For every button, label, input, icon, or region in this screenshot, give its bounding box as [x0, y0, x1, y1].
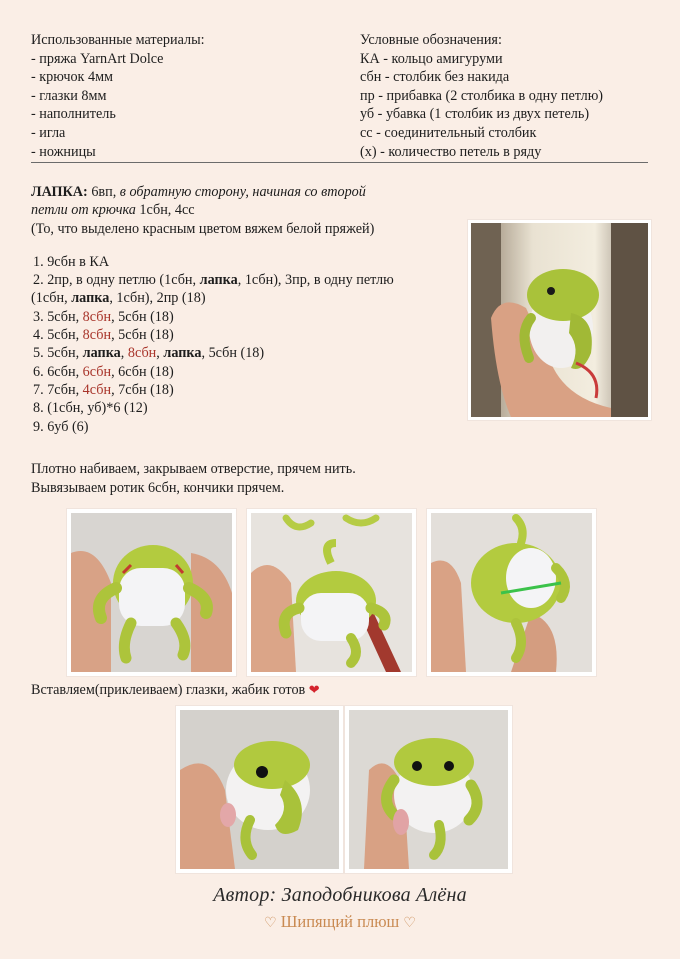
photo-step-1 [67, 509, 236, 676]
materials-list [31, 31, 331, 161]
row-red: 8сбн [127, 345, 157, 362]
finish-instructions [31, 460, 356, 497]
row-red: 8сбн [82, 327, 112, 344]
row-text: , 1сбн), 2пр (18) [109, 290, 206, 307]
materials-title: Использованные материалы: [31, 32, 205, 48]
legend-list [360, 31, 660, 161]
row-text: 4. 5сбн, [33, 327, 83, 344]
row-bold: лапка [199, 272, 238, 289]
lapka-italic: петли от крючка [31, 202, 136, 219]
legend-item: пр - прибавка (2 столбика в одну петлю) [360, 87, 604, 104]
lapka-italic: в обратную сторону, начиная со второй [119, 184, 366, 200]
row-text: , 5сбн (18) [111, 327, 174, 344]
materials-item: - наполнитель [31, 106, 116, 123]
row-2 [33, 271, 461, 289]
row-7 [33, 381, 461, 399]
row-text: , [156, 345, 164, 362]
photo-finished-1 [176, 706, 343, 873]
legend-item: КА - кольцо амигуруми [360, 50, 503, 67]
row-3 [33, 308, 461, 326]
row-text: 6. 6сбн, [33, 363, 83, 380]
legend-item: сс - соединительный столбик [360, 124, 537, 141]
materials-item: - крючок 4мм [31, 69, 114, 86]
photo-step-3 [427, 509, 596, 676]
row-bold: лапка [163, 345, 202, 362]
row-text: , [120, 345, 128, 362]
row-text: 7. 7сбн, [33, 381, 83, 398]
heart-outline-icon: ♡ [264, 915, 277, 931]
materials-item: - глазки 8мм [31, 87, 107, 104]
row-text: , 5сбн (18) [111, 308, 174, 325]
legend-item: уб - убавка (1 столбик из двух петель) [360, 106, 590, 123]
row-9: 9. 6уб (6) [33, 418, 89, 435]
row-red: 4сбн [82, 381, 112, 398]
lapka-line-1 [31, 183, 461, 201]
row-6 [33, 363, 461, 381]
row-red: 8сбн [82, 308, 112, 325]
finish-line-2: Вывязываем ротик 6сбн, кончики прячем. [31, 479, 285, 496]
materials-item: - ножницы [31, 143, 96, 160]
photo-finished-2 [345, 706, 512, 873]
ready-text: Вставляем(приклеиваем) глазки, жабик готов [31, 682, 309, 698]
row-2-cont [31, 289, 461, 307]
row-text: 5. 5сбн, [33, 345, 83, 362]
legend-item: (х) - количество петель в ряду [360, 143, 542, 160]
ready-line [31, 681, 320, 700]
row-bold: лапка [82, 345, 121, 362]
materials-item: - игла [31, 124, 66, 141]
author-credit: Автор: Заподобникова Алёна [213, 884, 467, 906]
lapka-text: 6вп, [87, 184, 120, 200]
photo-frog-in-hand [468, 220, 651, 420]
photo-step-2 [247, 509, 416, 676]
pattern-text [31, 183, 461, 436]
row-4 [33, 326, 461, 344]
row-text: 3. 5сбн, [33, 308, 83, 325]
row-text: (1сбн, [31, 290, 72, 307]
row-8: 8. (1сбн, уб)*6 (12) [33, 400, 148, 417]
row-text: , 7сбн (18) [111, 381, 174, 398]
legend-item: сбн - столбик без накида [360, 69, 510, 86]
divider-line [31, 162, 648, 163]
lapka-text: 1сбн, 4сс [135, 202, 195, 219]
legend-title: Условные обозначения: [360, 32, 502, 48]
row-5 [33, 344, 461, 362]
row-text: , 1сбн), 3пр, в одну петлю [237, 272, 394, 289]
brand-label: Шипящий плюш [276, 912, 404, 931]
lapka-label: ЛАПКА: [31, 184, 88, 200]
finish-line-1: Плотно набиваем, закрываем отверстие, прячем нить. [31, 461, 356, 477]
heart-icon: ❤ [308, 683, 320, 698]
row-text: , 6сбн (18) [111, 363, 174, 380]
row-1: 1. 9сбн в КА [33, 253, 110, 270]
lapka-line-2 [31, 201, 461, 219]
heart-outline-icon: ♡ [403, 915, 416, 931]
materials-item: - пряжа YarnArt Dolce [31, 50, 164, 67]
row-text: , 5сбн (18) [201, 345, 265, 362]
row-text: 2. 2пр, в одну петлю (1сбн, [33, 272, 200, 289]
row-red: 6сбн [82, 363, 112, 380]
row-list [31, 253, 461, 436]
lapka-note: (То, что выделено красным цветом вяжем белой пряжей) [31, 220, 375, 237]
brand-name [0, 912, 680, 932]
row-bold: лапка [71, 290, 110, 307]
